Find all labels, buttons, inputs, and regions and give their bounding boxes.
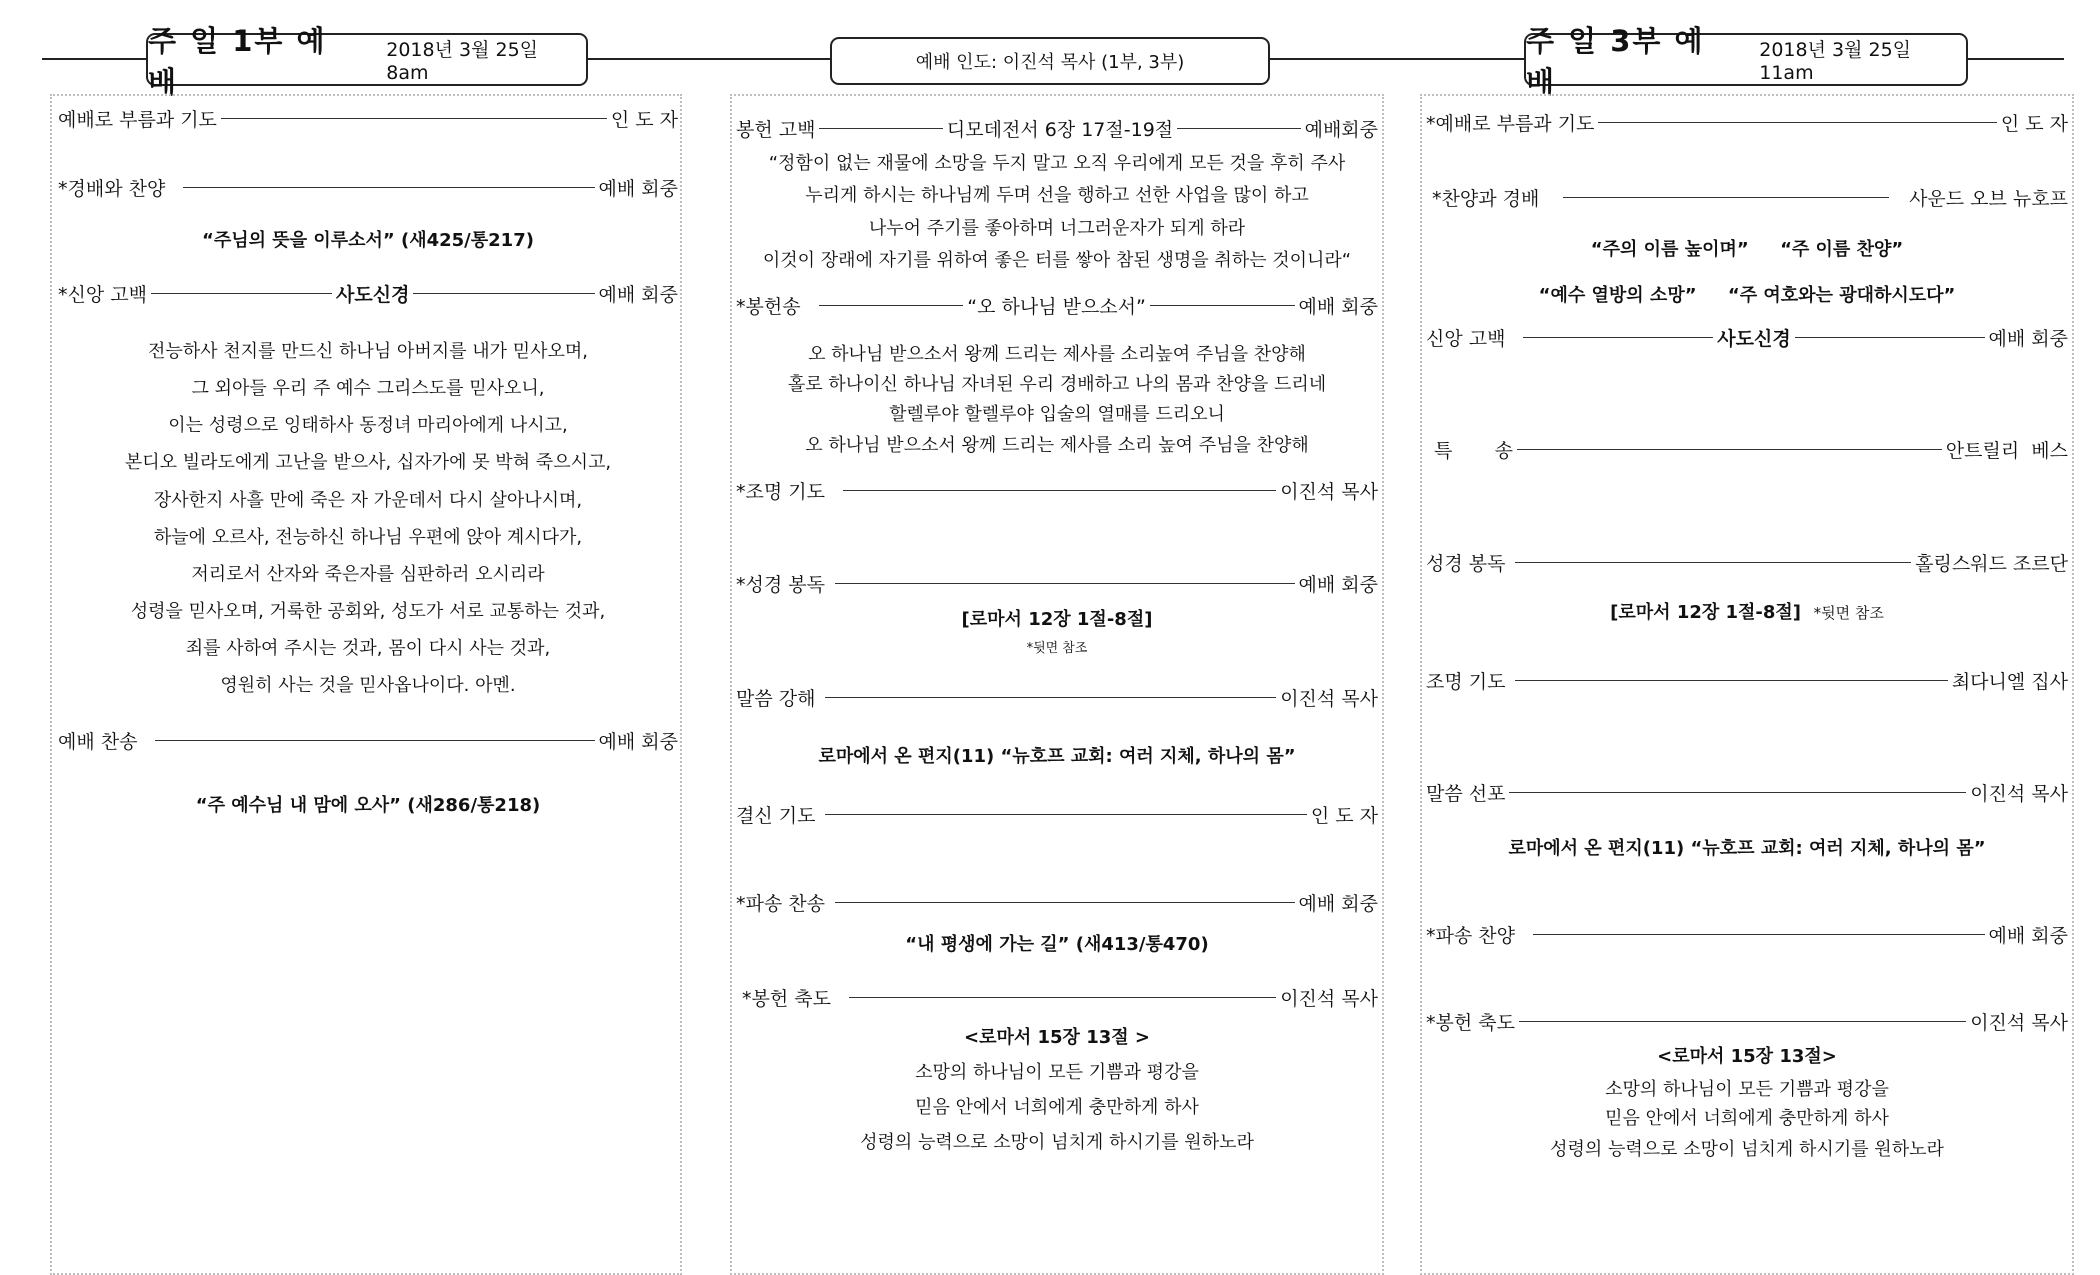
c3-special-song: 특 송 안트릴리 베스 (1434, 439, 2068, 462)
c3-scripture-reference: [로마서 12장 1절-8절] *뒷면 참조 (1610, 602, 1884, 623)
service-1-date: 2018년 3월 25일 8am (386, 39, 539, 84)
c2-benediction: *봉헌 축도 이진석 목사 (742, 987, 1378, 1010)
service-3-date: 2018년 3월 25일 11am (1759, 39, 1912, 84)
c3-praise: *찬양과 경배 사운드 오브 뉴호프 (1432, 187, 2068, 210)
worship-leader-header (830, 37, 1270, 85)
c2-offertory-line: 오 하나님 받으소서 왕께 드리는 제사를 소리높여 주님을 찬양해 (808, 344, 1306, 365)
c3-sermon-title: 로마에서 온 편지(11) “뉴호프 교회: 여러 지체, 하나의 몸” (1508, 838, 1986, 859)
c2-benediction-line: 소망의 하나님이 모든 기쁨과 평강을 (915, 1062, 1199, 1083)
c2-offering-confession: 봉헌 고백 디모데전서 6장 17절-19절 예배회중 (736, 118, 1379, 141)
c3-sermon: 말씀 선포 이진석 목사 (1426, 782, 2068, 805)
header-rule-right (1968, 58, 2064, 60)
header-rule-left-mid (588, 58, 830, 60)
c3-scripture-reading: 성경 봉독 홀링스워드 조르단 (1426, 552, 2068, 575)
service-3-header (1524, 23, 1968, 99)
c3-benediction-line: 소망의 하나님이 모든 기쁨과 평강을 (1605, 1079, 1889, 1100)
c2-sending-hymn-title: “내 평생에 가는 길” (새413/통470) (905, 934, 1209, 955)
c3-sending-song: *파송 찬양 예배 회중 (1426, 924, 2068, 947)
c2-scripture-note: *뒷면 참조 (1026, 641, 1088, 656)
c2-sermon-title: 로마에서 온 편지(11) “뉴호프 교회: 여러 지체, 하나의 몸” (818, 746, 1296, 767)
c2-offering-line: “정함이 없는 재물에 소망을 두지 말고 오직 우리에게 모든 것을 후히 주사 (768, 153, 1346, 174)
c1-hymn-1: “주님의 뜻을 이루소서” (새425/통217) (202, 230, 534, 251)
c1-creed-line: 이는 성령으로 잉태하사 동정녀 마리아에게 나시고, (168, 415, 568, 436)
service-1-header (146, 23, 588, 99)
c3-songs-row-2: “예수 열방의 소망” “주 여호와는 광대하시도다” (1538, 285, 1956, 306)
service-1-title: 주 일 1부 예배 (148, 23, 327, 99)
c3-benediction: *봉헌 축도 이진석 목사 (1426, 1011, 2068, 1034)
c2-sermon: 말씀 강해 이진석 목사 (736, 687, 1378, 710)
c1-creed-line: 영원히 사는 것을 믿사옵나이다. 아멘. (220, 675, 516, 696)
c2-offertory-line: 홀로 하나이신 하나님 자녀된 우리 경배하고 나의 몸과 찬양을 드리네 (787, 374, 1327, 395)
header-rule-right-mid (1270, 58, 1524, 60)
c1-creed-line: 장사한지 사흘 만에 죽은 자 가운데서 다시 살아나시며, (153, 490, 583, 511)
c1-worship-song: 예배 찬송 예배 회중 (58, 730, 678, 753)
service-3-title: 주 일 3부 예배 (1526, 23, 1705, 99)
c2-offering-line: 이것이 장래에 자기를 위하여 좋은 터를 쌓아 참된 생명을 취하는 것이니라“ (762, 250, 1352, 271)
c3-songs-row-1: “주의 이름 높이며” “주 이름 찬양” (1590, 239, 1904, 260)
c1-creed-line: 본디오 빌라도에게 고난을 받으사, 십자가에 못 박혀 죽으시고, (124, 452, 612, 473)
c1-praise: *경배와 찬양 예배 회중 (58, 177, 678, 200)
c1-creed-line: 그 외아들 우리 주 예수 그리스도를 믿사오니, (191, 378, 545, 399)
c3-benediction-reference: <로마서 15장 13절> (1657, 1046, 1837, 1067)
c2-offertory-line: 오 하나님 받으소서 왕께 드리는 제사를 소리 높여 주님을 찬양해 (805, 435, 1309, 456)
c2-illumination-prayer: *조명 기도 이진석 목사 (736, 480, 1378, 503)
c2-scripture-reading: *성경 봉독 예배 회중 (736, 573, 1378, 596)
c3-benediction-line: 성령의 능력으로 소망이 넘치게 하시기를 원하노라 (1550, 1139, 1944, 1160)
c1-creed-line: 죄를 사하여 주시는 것과, 몸이 다시 사는 것과, (185, 638, 551, 659)
c3-call-to-worship: *예배로 부름과 기도 인 도 자 (1426, 112, 2068, 135)
c2-offering-line: 누리게 하시는 하나님께 두며 선을 행하고 선한 사업을 많이 하고 (805, 185, 1309, 206)
c2-commitment-prayer: 결신 기도 인 도 자 (736, 804, 1378, 827)
c3-illumination-prayer: 조명 기도 최다니엘 집사 (1426, 670, 2068, 693)
c1-creed-line: 전능하사 천지를 만드신 하나님 아버지를 내가 믿사오며, (148, 341, 588, 362)
c1-hymn-2: “주 예수님 내 맘에 오사” (새286/통218) (195, 795, 541, 816)
c3-benediction-line: 믿음 안에서 너희에게 충만하게 하사 (1605, 1108, 1889, 1129)
header-rule-left (42, 58, 146, 60)
c1-creed-line: 저리로서 산자와 죽은자를 심판하러 오시리라 (191, 564, 545, 585)
c1-creed-line: 하늘에 오르사, 전능하신 하나님 우편에 앉아 계시다가, (153, 527, 583, 548)
c2-offering-line: 나누어 주기를 좋아하며 너그러운자가 되게 하라 (868, 218, 1246, 239)
c2-offertory-song: *봉헌송 “오 하나님 받으소서” 예배 회중 (736, 295, 1379, 318)
c2-sending-hymn: *파송 찬송 예배 회중 (736, 892, 1378, 915)
c1-creed: *신앙 고백 사도신경 예배 회중 (58, 283, 679, 306)
c2-benediction-reference: <로마서 15장 13절 > (963, 1027, 1150, 1048)
c2-scripture-reference: [로마서 12장 1절-8절] (961, 609, 1153, 630)
c2-benediction-line: 성령의 능력으로 소망이 넘치게 하시기를 원하노라 (860, 1132, 1254, 1153)
c2-benediction-line: 믿음 안에서 너희에게 충만하게 하사 (915, 1097, 1199, 1118)
c3-creed: 신앙 고백 사도신경 예배 회중 (1426, 327, 2069, 350)
worship-leader: 예배 인도: 이진석 목사 (1부, 3부) (915, 52, 1185, 73)
c1-creed-line: 성령을 믿사오며, 거룩한 공회와, 성도가 서로 교통하는 것과, (130, 601, 606, 622)
c2-offertory-line: 할렐루야 할렐루야 입술의 열매를 드리오니 (889, 404, 1225, 425)
c1-call-to-worship: 예배로 부름과 기도 인 도 자 (58, 108, 678, 131)
